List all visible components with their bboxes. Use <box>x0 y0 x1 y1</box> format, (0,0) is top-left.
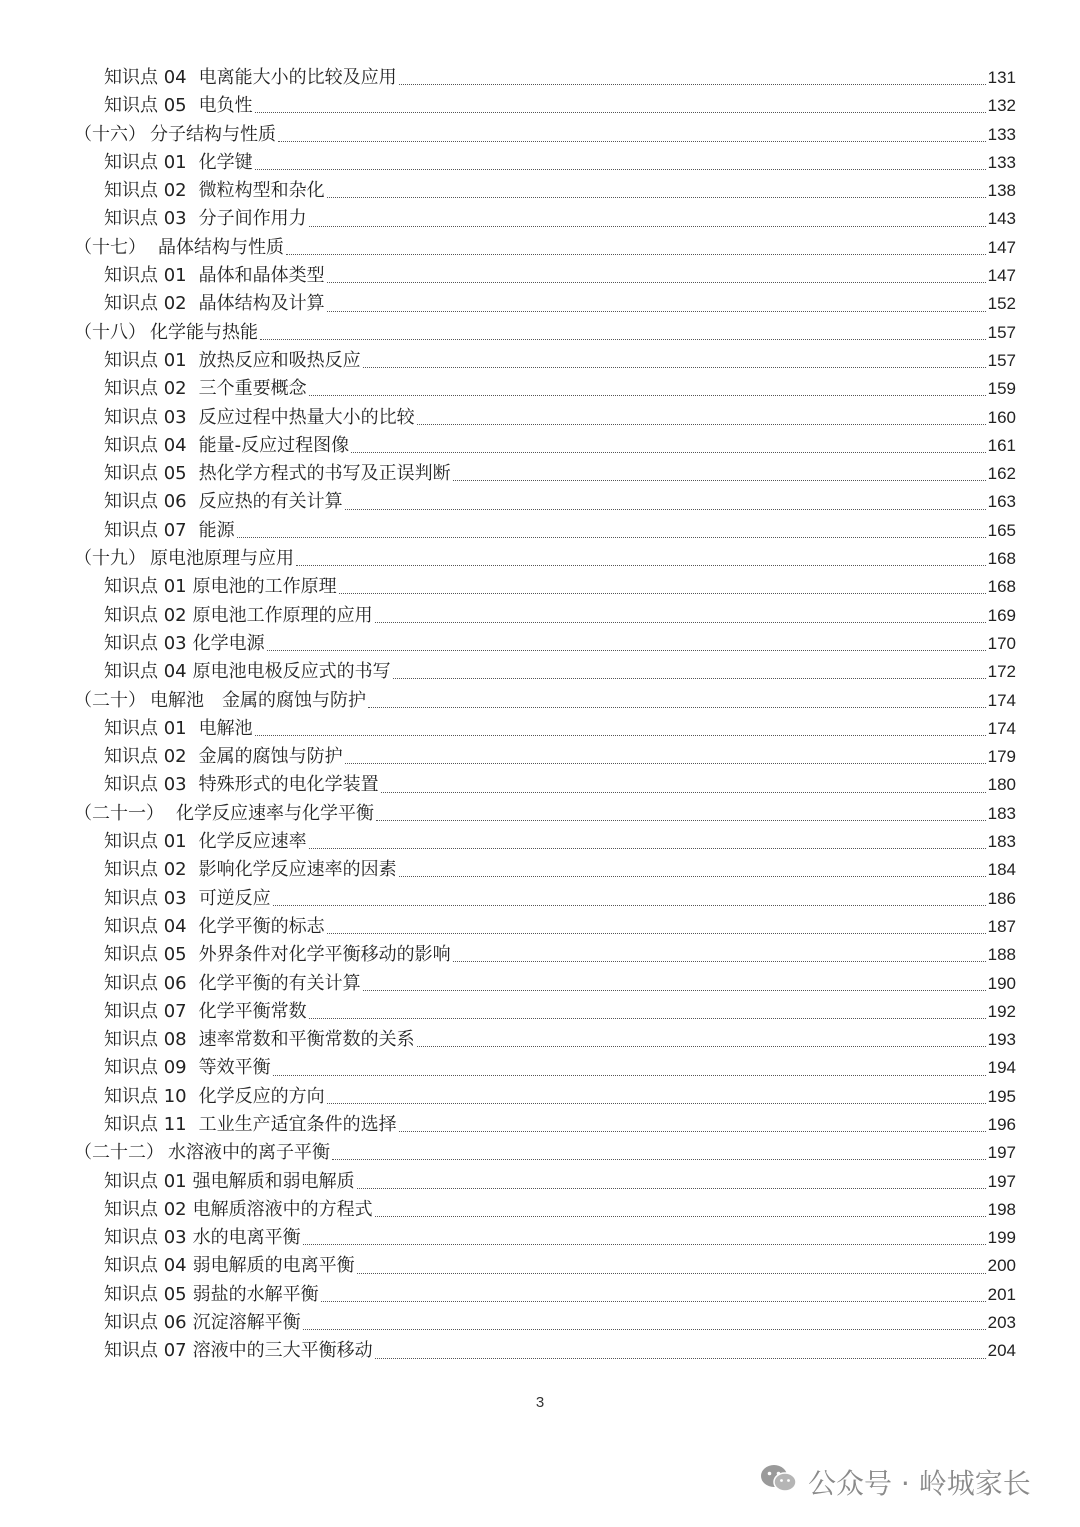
toc-entry-title <box>104 177 325 205</box>
dot-leader <box>327 281 986 283</box>
entry-text: 原电池电极反应式的书写 <box>192 661 391 683</box>
knowledge-point-label: 知识点 02 <box>104 859 187 881</box>
entry-text: 晶体和晶体类型 <box>198 265 325 287</box>
wechat-icon <box>760 1463 808 1502</box>
toc-section-row[interactable] <box>74 800 1016 828</box>
dot-leader <box>375 621 986 623</box>
toc-entry-title <box>104 1054 271 1082</box>
entry-text: 特殊形式的电化学装置 <box>198 774 379 796</box>
toc-entry-title <box>104 64 397 92</box>
dot-leader <box>327 310 986 312</box>
toc-page-number: 198 <box>987 1199 1016 1219</box>
toc-entry-title <box>104 1281 319 1309</box>
knowledge-point-label: 知识点 02 <box>104 293 187 315</box>
toc-item-row[interactable] <box>74 1026 1016 1054</box>
page-number: 3 <box>535 1394 545 1411</box>
dot-leader <box>399 1130 986 1132</box>
toc-item-row[interactable] <box>74 1281 1016 1309</box>
toc-entry-title <box>104 149 253 177</box>
dot-leader <box>278 140 986 142</box>
toc-section-row[interactable] <box>74 234 1016 262</box>
toc-item-row[interactable] <box>74 488 1016 516</box>
dot-leader <box>376 819 986 821</box>
dot-leader <box>345 762 986 764</box>
toc-page-number: 169 <box>987 605 1016 625</box>
knowledge-point-label: 知识点 09 <box>104 1057 187 1079</box>
toc-page-number: 197 <box>987 1171 1016 1191</box>
toc-item-row[interactable] <box>74 970 1016 998</box>
toc-page-number: 188 <box>987 945 1016 965</box>
entry-text: 微粒构型和杂化 <box>198 180 325 202</box>
dot-leader <box>296 564 986 566</box>
toc-entry-title <box>104 1309 301 1337</box>
toc-page-number: 159 <box>987 379 1016 399</box>
knowledge-point-label: 知识点 07 <box>104 519 187 541</box>
knowledge-point-label: 知识点 01 <box>104 717 187 739</box>
toc-item-row[interactable] <box>74 460 1016 488</box>
dot-leader <box>357 1272 986 1274</box>
entry-text: 化学电源 <box>192 632 265 654</box>
toc-page-number: 165 <box>987 520 1016 540</box>
entry-text: 放热反应和吸热反应 <box>198 349 361 371</box>
dot-leader <box>327 1102 986 1104</box>
dot-leader <box>357 1187 986 1189</box>
table-of-contents <box>74 64 1016 1366</box>
toc-entry-title <box>104 743 343 771</box>
knowledge-point-label: 知识点 02 <box>104 1198 187 1220</box>
toc-item-row[interactable] <box>74 262 1016 290</box>
dot-leader <box>363 989 986 991</box>
toc-item-row[interactable] <box>74 1196 1016 1224</box>
toc-entry-title <box>74 319 258 347</box>
dot-leader <box>351 451 985 453</box>
toc-item-row[interactable] <box>74 404 1016 432</box>
toc-entry-title <box>74 234 284 262</box>
toc-entry-title <box>104 488 343 516</box>
entry-text: 电解池 <box>198 717 253 739</box>
toc-item-row[interactable] <box>74 375 1016 403</box>
toc-page-number: 199 <box>987 1228 1016 1248</box>
toc-section-row[interactable] <box>74 121 1016 149</box>
knowledge-point-label: 知识点 01 <box>104 265 187 287</box>
knowledge-point-label: 知识点 06 <box>104 972 187 994</box>
entry-text: 原电池工作原理的应用 <box>192 604 373 626</box>
toc-page-number: 193 <box>987 1030 1016 1050</box>
entry-text: 电负性 <box>198 95 253 117</box>
toc-entry-title <box>104 92 253 120</box>
dot-leader <box>399 83 986 85</box>
toc-item-row[interactable] <box>74 715 1016 743</box>
section-number: （十八） <box>74 321 146 343</box>
toc-entry-title <box>74 121 276 149</box>
entry-text: 沉淀溶解平衡 <box>192 1312 301 1334</box>
knowledge-point-label: 知识点 03 <box>104 774 187 796</box>
section-number: （二十一） <box>74 802 164 824</box>
toc-section-row[interactable] <box>74 319 1016 347</box>
entry-text: 反应过程中热量大小的比较 <box>198 406 415 428</box>
toc-page-number: 170 <box>987 633 1016 653</box>
knowledge-point-label: 知识点 06 <box>104 1312 187 1334</box>
dot-leader <box>303 1328 986 1330</box>
entry-text: 弱电解质的电离平衡 <box>192 1255 355 1277</box>
dot-leader <box>286 253 986 255</box>
toc-page-number: 168 <box>987 549 1016 569</box>
entry-text: 能源 <box>198 519 235 541</box>
knowledge-point-label: 知识点 03 <box>104 632 187 654</box>
dot-leader <box>267 649 986 651</box>
toc-page-number: 157 <box>987 322 1016 342</box>
toc-page-number: 132 <box>987 96 1016 116</box>
dot-leader <box>393 677 986 679</box>
toc-entry-title <box>104 630 265 658</box>
toc-item-row[interactable] <box>74 347 1016 375</box>
dot-leader <box>381 791 986 793</box>
knowledge-point-label: 知识点 03 <box>104 208 187 230</box>
toc-entry-title <box>104 885 271 913</box>
entry-text: 三个重要概念 <box>198 378 307 400</box>
toc-page-number: 133 <box>987 124 1016 144</box>
toc-item-row[interactable] <box>74 1224 1016 1252</box>
toc-entry-title <box>104 1168 355 1196</box>
toc-page-number: 195 <box>987 1086 1016 1106</box>
entry-text: 反应热的有关计算 <box>198 491 343 513</box>
dot-leader <box>309 847 986 849</box>
entry-text: 晶体结构及计算 <box>198 293 325 315</box>
toc-item-row[interactable] <box>74 177 1016 205</box>
toc-section-row[interactable] <box>74 545 1016 573</box>
entry-text: 工业生产适宜条件的选择 <box>198 1113 397 1135</box>
toc-page-number: 174 <box>987 690 1016 710</box>
dot-leader <box>255 734 986 736</box>
knowledge-point-label: 知识点 03 <box>104 1227 187 1249</box>
toc-item-row[interactable] <box>74 941 1016 969</box>
toc-entry-title <box>104 828 307 856</box>
toc-page-number: 192 <box>987 1001 1016 1021</box>
toc-page-number: 183 <box>987 832 1016 852</box>
dot-leader <box>327 196 986 198</box>
entry-text: 分子结构与性质 <box>150 123 276 145</box>
knowledge-point-label: 知识点 02 <box>104 378 187 400</box>
toc-item-row[interactable] <box>74 856 1016 884</box>
toc-item-row[interactable] <box>74 149 1016 177</box>
knowledge-point-label: 知识点 05 <box>104 95 187 117</box>
toc-entry-title <box>104 771 379 799</box>
toc-page-number: 168 <box>987 577 1016 597</box>
knowledge-point-label: 知识点 02 <box>104 746 187 768</box>
toc-entry-title <box>104 573 337 601</box>
toc-item-row[interactable] <box>74 1111 1016 1139</box>
toc-entry-title <box>104 602 373 630</box>
toc-page-number: 179 <box>987 747 1016 767</box>
toc-item-row[interactable] <box>74 432 1016 460</box>
entry-text: 强电解质和弱电解质 <box>192 1170 355 1192</box>
toc-entry-title <box>104 262 325 290</box>
toc-entry-title <box>104 1083 325 1111</box>
toc-item-row[interactable] <box>74 64 1016 92</box>
toc-entry-title <box>104 347 361 375</box>
toc-entry-title <box>104 1196 373 1224</box>
entry-text: 化学反应速率与化学平衡 <box>176 802 374 824</box>
toc-page-number: 203 <box>987 1313 1016 1333</box>
dot-leader <box>453 960 986 962</box>
toc-entry-title <box>104 1224 301 1252</box>
knowledge-point-label: 知识点 03 <box>104 406 187 428</box>
toc-entry-title <box>104 970 361 998</box>
toc-page-number: 184 <box>987 860 1016 880</box>
entry-text: 晶体结构与性质 <box>158 236 284 258</box>
toc-page-number: 163 <box>987 492 1016 512</box>
section-number: （二十二） <box>74 1142 164 1164</box>
knowledge-point-label: 知识点 05 <box>104 944 187 966</box>
knowledge-point-label: 知识点 10 <box>104 1085 187 1107</box>
dot-leader <box>260 338 986 340</box>
entry-text: 能量-反应过程图像 <box>198 434 350 456</box>
toc-item-row[interactable] <box>74 743 1016 771</box>
toc-entry-title <box>74 1139 330 1167</box>
dot-leader <box>327 932 986 934</box>
toc-page-number: 194 <box>987 1058 1016 1078</box>
toc-entry-title <box>104 1252 355 1280</box>
toc-entry-title <box>74 687 366 715</box>
dot-leader <box>417 423 986 425</box>
toc-page-number: 204 <box>987 1341 1016 1361</box>
toc-entry-title <box>104 1111 397 1139</box>
dot-leader <box>255 111 986 113</box>
toc-entry-title <box>104 941 451 969</box>
dot-leader <box>339 592 986 594</box>
knowledge-point-label: 知识点 04 <box>104 1255 187 1277</box>
toc-entry-title <box>104 205 307 233</box>
toc-item-row[interactable] <box>74 630 1016 658</box>
toc-page-number: 201 <box>987 1284 1016 1304</box>
knowledge-point-label: 知识点 01 <box>104 349 187 371</box>
toc-page-number: 180 <box>987 775 1016 795</box>
toc-item-row[interactable] <box>74 998 1016 1026</box>
entry-text: 化学平衡的标志 <box>198 915 325 937</box>
toc-page-number: 131 <box>987 68 1016 87</box>
entry-text: 金属的腐蚀与防护 <box>198 746 343 768</box>
dot-leader <box>399 875 986 877</box>
watermark-text: 公众号 · 岭城家长 <box>808 1467 1031 1500</box>
toc-item-row[interactable] <box>74 1168 1016 1196</box>
toc-item-row[interactable] <box>74 913 1016 941</box>
entry-text: 化学键 <box>198 151 253 173</box>
toc-item-row[interactable] <box>74 1083 1016 1111</box>
knowledge-point-label: 知识点 01 <box>104 576 187 598</box>
toc-page-number: 152 <box>987 294 1016 314</box>
dot-leader <box>309 394 986 396</box>
toc-entry-title <box>104 998 307 1026</box>
entry-text: 溶液中的三大平衡移动 <box>192 1340 373 1362</box>
knowledge-point-label: 知识点 05 <box>104 463 187 485</box>
toc-item-row[interactable] <box>74 658 1016 686</box>
dot-leader <box>375 1215 986 1217</box>
toc-item-row[interactable] <box>74 92 1016 120</box>
knowledge-point-label: 知识点 04 <box>104 915 187 937</box>
toc-item-row[interactable] <box>74 771 1016 799</box>
dot-leader <box>375 1357 986 1359</box>
toc-item-row[interactable] <box>74 205 1016 233</box>
toc-page-number: 133 <box>987 152 1016 172</box>
toc-page-number: 147 <box>987 266 1016 286</box>
toc-item-row[interactable] <box>74 517 1016 545</box>
entry-text: 化学平衡的有关计算 <box>198 972 361 994</box>
toc-entry-title <box>104 913 325 941</box>
toc-section-row[interactable] <box>74 1139 1016 1167</box>
section-number: （十九） <box>74 548 146 570</box>
toc-entry-title <box>104 460 451 488</box>
knowledge-point-label: 知识点 02 <box>104 604 187 626</box>
toc-item-row[interactable] <box>74 885 1016 913</box>
section-number: （十七） <box>74 236 146 258</box>
toc-entry-title <box>74 545 294 573</box>
knowledge-point-label: 知识点 11 <box>104 1113 187 1135</box>
knowledge-point-label: 知识点 04 <box>104 661 187 683</box>
toc-page-number: 138 <box>987 181 1016 201</box>
dot-leader <box>303 1243 986 1245</box>
toc-entry-title <box>104 404 415 432</box>
entry-text: 原电池原理与应用 <box>150 548 294 570</box>
toc-entry-title <box>74 800 374 828</box>
toc-page-number: 172 <box>987 662 1016 682</box>
toc-page-number: 196 <box>987 1114 1016 1134</box>
toc-item-row[interactable] <box>74 290 1016 318</box>
toc-page-number: 187 <box>987 916 1016 936</box>
entry-text: 水溶液中的离子平衡 <box>168 1142 330 1164</box>
toc-section-row[interactable] <box>74 687 1016 715</box>
toc-item-row[interactable] <box>74 573 1016 601</box>
entry-text: 水的电离平衡 <box>192 1227 301 1249</box>
knowledge-point-label: 知识点 07 <box>104 1340 187 1362</box>
knowledge-point-label: 知识点 04 <box>104 67 187 88</box>
toc-entry-title <box>104 290 325 318</box>
entry-text: 原电池的工作原理 <box>192 576 337 598</box>
entry-text: 电离能大小的比较及应用 <box>198 67 397 88</box>
toc-item-row[interactable] <box>74 1309 1016 1337</box>
entry-text: 分子间作用力 <box>198 208 307 230</box>
toc-item-row[interactable] <box>74 602 1016 630</box>
dot-leader <box>237 536 986 538</box>
toc-entry-title <box>104 517 235 545</box>
dot-leader <box>273 1074 986 1076</box>
toc-page-number: 197 <box>987 1143 1016 1163</box>
entry-text: 电解池 金属的腐蚀与防护 <box>150 689 366 711</box>
toc-page-number: 183 <box>987 803 1016 823</box>
knowledge-point-label: 知识点 06 <box>104 491 187 513</box>
toc-item-row[interactable] <box>74 1337 1016 1365</box>
dot-leader <box>363 366 986 368</box>
dot-leader <box>345 508 986 510</box>
toc-entry-title <box>104 856 397 884</box>
toc-page-number: 190 <box>987 973 1016 993</box>
entry-text: 影响化学反应速率的因素 <box>198 859 397 881</box>
dot-leader <box>332 1158 986 1160</box>
toc-item-row[interactable] <box>74 1054 1016 1082</box>
entry-text: 化学平衡常数 <box>198 1000 307 1022</box>
dot-leader <box>321 1300 986 1302</box>
entry-text: 等效平衡 <box>198 1057 271 1079</box>
dot-leader <box>309 1017 986 1019</box>
entry-text: 化学反应的方向 <box>198 1085 325 1107</box>
toc-entry-title <box>104 432 349 460</box>
dot-leader <box>368 706 986 708</box>
entry-text: 化学能与热能 <box>150 321 258 343</box>
toc-entry-title <box>104 375 307 403</box>
section-number: （二十） <box>74 689 146 711</box>
dot-leader <box>417 1045 986 1047</box>
toc-item-row[interactable] <box>74 1252 1016 1280</box>
entry-text: 外界条件对化学平衡移动的影响 <box>198 944 451 966</box>
knowledge-point-label: 知识点 03 <box>104 887 187 909</box>
knowledge-point-label: 知识点 04 <box>104 434 187 456</box>
toc-page-number: 186 <box>987 888 1016 908</box>
toc-entry-title <box>104 658 391 686</box>
toc-page-number: 160 <box>987 407 1016 427</box>
section-number: （十六） <box>74 123 146 145</box>
watermark <box>760 1462 1031 1502</box>
knowledge-point-label: 知识点 01 <box>104 1170 187 1192</box>
toc-entry-title <box>104 1337 373 1365</box>
entry-text: 电解质溶液中的方程式 <box>192 1198 373 1220</box>
knowledge-point-label: 知识点 05 <box>104 1283 187 1305</box>
knowledge-point-label: 知识点 01 <box>104 831 187 853</box>
dot-leader <box>453 479 986 481</box>
knowledge-point-label: 知识点 02 <box>104 180 187 202</box>
toc-item-row[interactable] <box>74 828 1016 856</box>
toc-page-number: 157 <box>987 350 1016 370</box>
entry-text: 弱盐的水解平衡 <box>192 1283 319 1305</box>
toc-page-number: 174 <box>987 718 1016 738</box>
toc-page-number: 200 <box>987 1256 1016 1276</box>
entry-text: 速率常数和平衡常数的关系 <box>198 1029 415 1051</box>
knowledge-point-label: 知识点 07 <box>104 1000 187 1022</box>
entry-text: 可逆反应 <box>198 887 271 909</box>
toc-entry-title <box>104 715 253 743</box>
entry-text: 热化学方程式的书写及正误判断 <box>198 463 451 485</box>
toc-entry-title <box>104 1026 415 1054</box>
entry-text: 化学反应速率 <box>198 831 307 853</box>
toc-page-number: 147 <box>987 237 1016 257</box>
toc-page-number: 143 <box>987 209 1016 229</box>
knowledge-point-label: 知识点 08 <box>104 1029 187 1051</box>
toc-page-number: 162 <box>987 464 1016 484</box>
toc-page-number: 161 <box>987 435 1016 455</box>
dot-leader <box>255 168 986 170</box>
dot-leader <box>273 904 986 906</box>
dot-leader <box>309 225 986 227</box>
knowledge-point-label: 知识点 01 <box>104 151 187 173</box>
